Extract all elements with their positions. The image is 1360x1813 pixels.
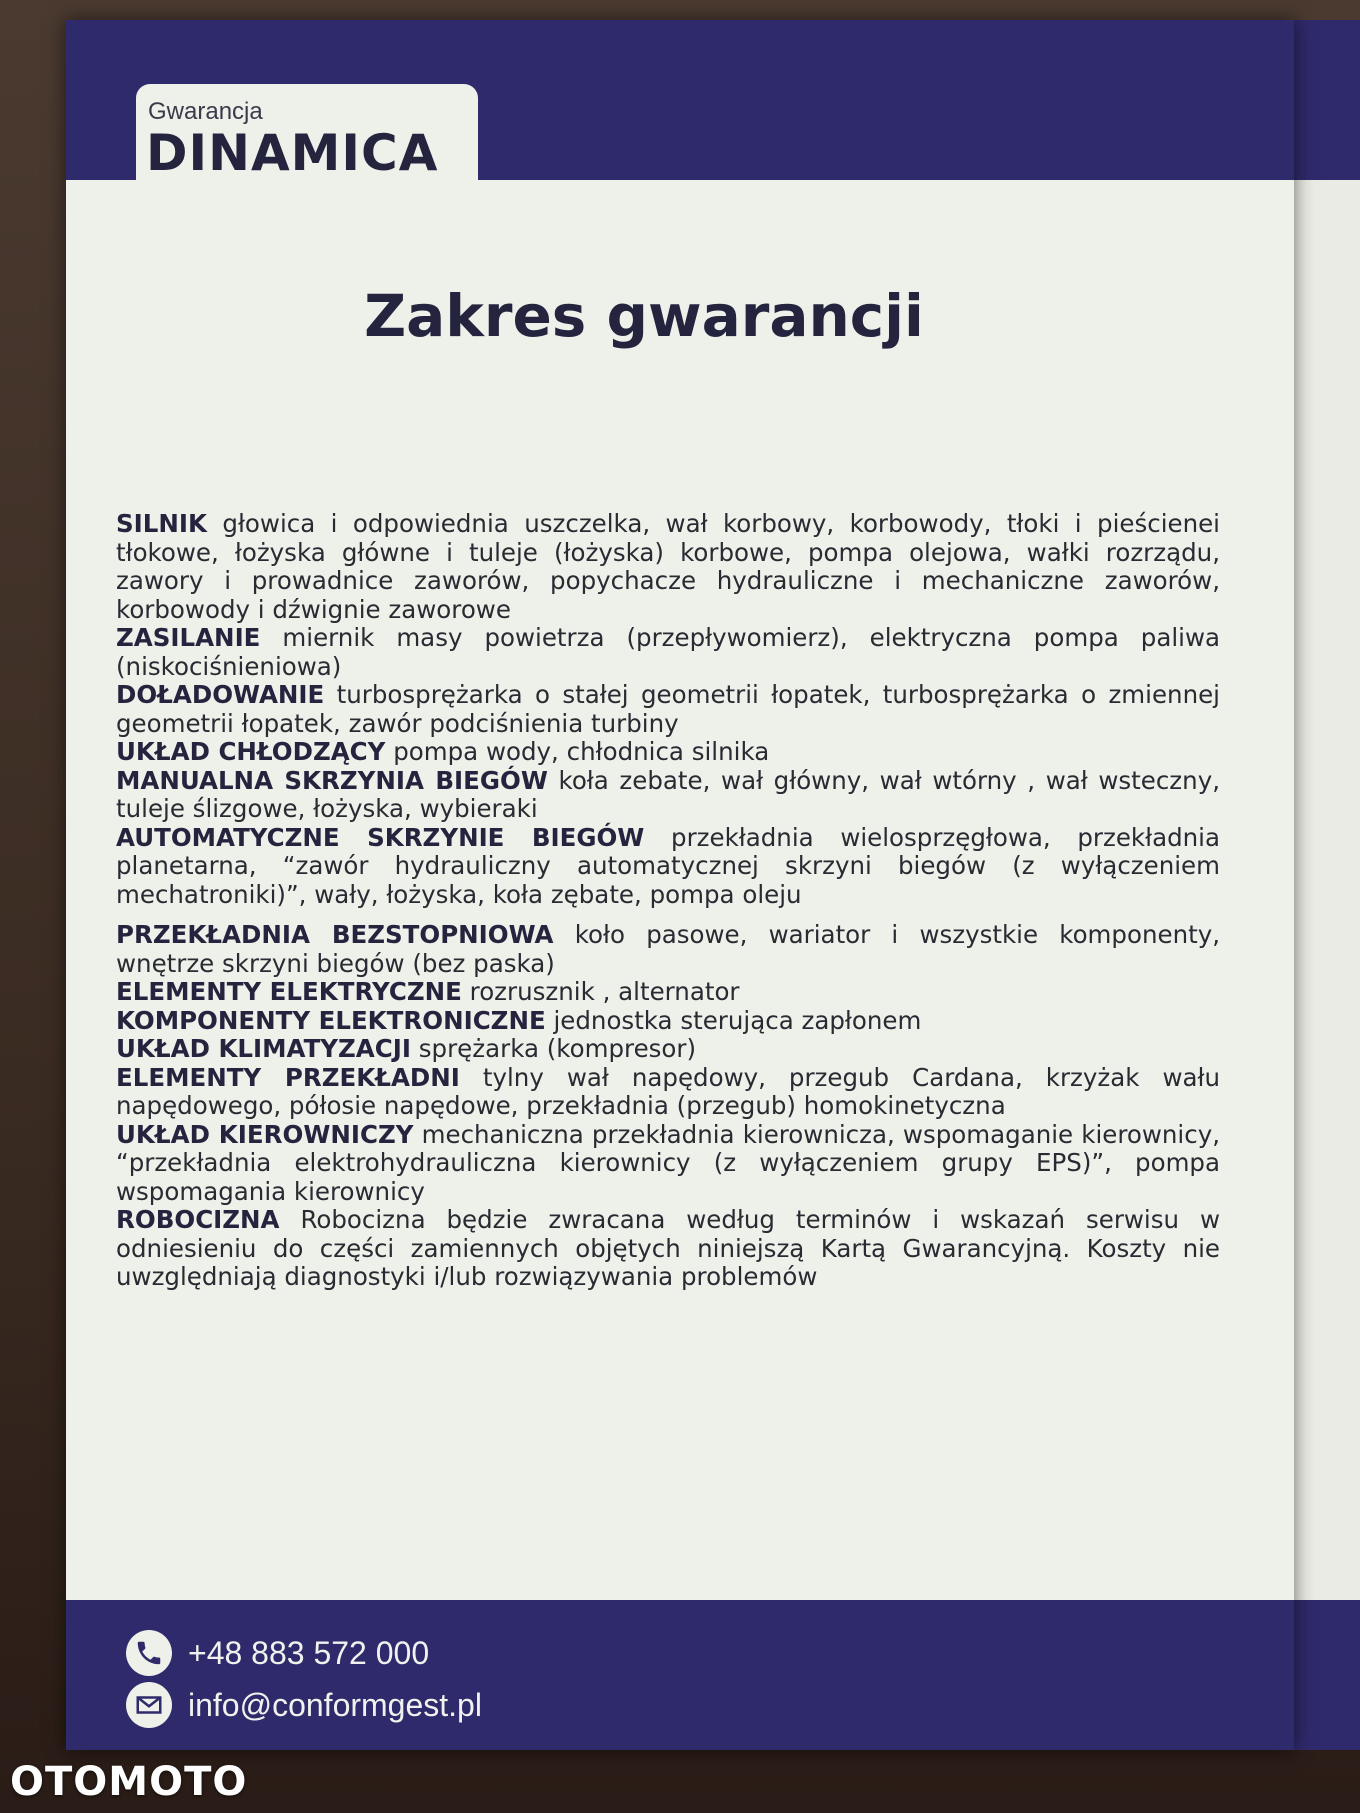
coverage-item-automatyczne-skrzynie [116,824,1220,910]
footer-band [66,1600,1294,1750]
coverage-item-przekladnia-bezstopniowa [116,921,1220,978]
coverage-item-elementy-przekladni [116,1064,1220,1121]
phone-number: +48 883 572 000 [188,1634,430,1671]
coverage-text: turbosprężarka o stałej geometrii łopatek, turbosprężarka o zmiennej geometrii łopatek, zawór podciśnienia turbiny [116,680,1220,738]
email-address: info@conformgest.pl [188,1686,482,1723]
coverage-label: PRZEKŁADNIA BEZSTOPNIOWA [116,920,554,949]
warranty-leaflet-page [66,20,1294,1750]
phone-icon [126,1630,172,1676]
coverage-text: koła zebate, wał główny, wał wtórny , wał wsteczny, tuleje ślizgowe, łożyska, wybieraki [116,765,1220,823]
footer-phone[interactable] [126,1630,429,1676]
coverage-item-uklad-kierowniczy [116,1121,1220,1207]
envelope-icon [126,1682,172,1728]
coverage-item-silnik [116,510,1220,624]
coverage-label: ELEMENTY ELEKTRYCZNE [116,977,462,1006]
otomoto-watermark: OTOMOTO [10,1759,248,1805]
coverage-text: tylny wał napędowy, przegub Cardana, krzyżak wału napędowego, półosie napędowe, przekładnia (przegub) homokinetyczna [116,1062,1220,1120]
coverage-text: rozrusznik , alternator [469,977,740,1006]
brand-name: DINAMICA [146,124,439,182]
coverage-text: sprężarka (kompresor) [418,1034,697,1063]
coverage-item-uklad-chlodzacy [116,738,1220,767]
coverage-text: mechaniczna przekładnia kierownicza, wspomaganie kierownicy, “przekładnia elektrohydrauliczna kierownicy (z wyłączeniem grupy EPS)”, pompa wspomagania kierownicy [116,1119,1220,1206]
coverage-item-elementy-elektryczne [116,978,1220,1007]
coverage-text: przekładnia wielosprzęgłowa, przekładnia planetarna, “zawór hydrauliczny automatycznej skrzyni biegów (z wyłączeniem mechatroniki)”, wały, łożyska, koła zębate, pompa oleju [116,822,1220,909]
footer-email[interactable] [126,1682,482,1728]
coverage-text: miernik masy powietrza (przepływomierz), elektryczna pompa paliwa (niskociśnieniowa) [116,623,1220,681]
coverage-item-zasilanie [116,624,1220,681]
coverage-item-komponenty-elektroniczne [116,1007,1220,1036]
coverage-text: jednostka sterująca zapłonem [553,1005,922,1035]
coverage-label: DOŁADOWANIE [116,680,325,709]
coverage-label: ELEMENTY PRZEKŁADNI [116,1062,460,1092]
coverage-label: UKŁAD CHŁODZĄCY [116,737,386,766]
coverage-text: pompa wody, chłodnica silnika [393,737,770,766]
coverage-label: SILNIK [116,509,207,538]
coverage-item-uklad-klimatyzacji [116,1035,1220,1064]
coverage-label: UKŁAD KIEROWNICZY [116,1119,414,1149]
coverage-label: KOMPONENTY ELEKTRONICZNE [116,1005,546,1035]
coverage-text: koło pasowe, wariator i wszystkie komponenty, wnętrze skrzyni biegów (bez paska) [116,920,1220,978]
coverage-label: MANUALNA SKRZYNIA BIEGÓW [116,765,548,795]
coverage-text: Robocizna będzie zwracana według terminów i wskazań serwisu w odniesieniu do części zamiennych objętych niniejszą Kartą Gwarancyjną. Koszty nie uwzględniają diagnostyki i/lub rozwiązywania problemów [116,1205,1220,1291]
coverage-label: UKŁAD KLIMATYZACJI [116,1034,411,1063]
coverage-text: głowica i odpowiednia uszczelka, wał korbowy, korbowody, tłoki i pieścienei tłokowe, łożyska główne i tuleje (łożyska) korbowe, pompa olejowa, wałki rozrządu, zawory i prowadnice zaworów, popychacze hydrauliczne i mechaniczne zaworów, korbowody i dźwignie zaworowe [116,509,1220,624]
coverage-label: ZASILANIE [116,623,261,652]
page-title: Zakres gwarancji [364,282,924,350]
coverage-item-manualna-skrzynia [116,767,1220,824]
coverage-list [116,510,1220,1292]
coverage-label: AUTOMATYCZNE SKRZYNIE BIEGÓW [116,822,645,852]
coverage-item-doladowanie [116,681,1220,738]
coverage-item-robocizna [116,1206,1220,1292]
coverage-label: ROBOCIZNA [116,1205,280,1234]
brand-subtitle: Gwarancja [148,98,263,125]
